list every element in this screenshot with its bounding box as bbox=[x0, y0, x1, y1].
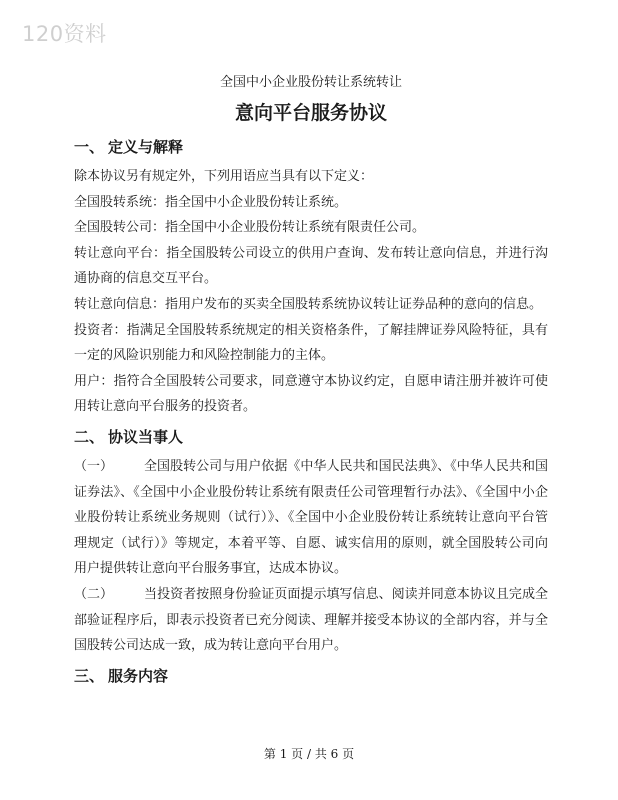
clause-text: 全国股转公司与用户依据《中华人民共和国民法典》、《中华人民共和国证券法》、《全国中小企业股份转让系统有限责任公司管理暂行办法》、《全国中小企业股份转让系统业务规则（试行）》、《全国中小企业股份转让系统转让意向平台管理规定（试行）》等规定，本着平等、自愿、诚实信用的原则，就全国股转公司向用户提供转让意向平台服务事宜，达成本协议。 bbox=[74, 458, 548, 577]
document-title: 意向平台服务协议 bbox=[234, 102, 387, 124]
clause bbox=[74, 454, 548, 582]
paragraph: 投资者：指满足全国股转系统规定的相关资格条件，了解挂牌证券风险特征，具有一定的风险识别能力和风险控制能力的主体。 bbox=[74, 322, 548, 364]
paragraph: 全国股转公司：指全国中小企业股份转让系统有限责任公司。 bbox=[74, 220, 426, 236]
paragraph: 全国股转系统：指全国中小企业股份转让系统。 bbox=[74, 194, 348, 210]
document-subtitle: 全国中小企业股份转让系统转让 bbox=[219, 75, 402, 90]
section-definitions bbox=[74, 136, 548, 420]
section-title: 定义与解释 bbox=[108, 138, 184, 156]
clause-text: 当投资者按照身份验证页面提示填写信息、阅读并同意本协议且完成全部验证程序后，即表示投资者已充分阅读、理解并接受本协议的全部内容，并与全国股转公司达成一致，成为转让意向平台用户。 bbox=[74, 586, 548, 654]
section-number: 二、 bbox=[74, 427, 105, 446]
clause-label: （一） bbox=[74, 458, 114, 474]
section-services bbox=[74, 665, 548, 687]
clause bbox=[74, 582, 548, 659]
paragraph: 转让意向平台：指全国股转公司设立的供用户查询、发布转让意向信息，并进行沟通协商的信息交互平台。 bbox=[74, 245, 548, 287]
document-page bbox=[74, 74, 548, 687]
section-title: 协议当事人 bbox=[108, 427, 184, 446]
paragraph: 用户：指符合全国股转公司要求，同意遵守本协议约定，自愿申请注册并被许可使用转让意向平台服务的投资者。 bbox=[74, 373, 548, 415]
section-parties bbox=[74, 426, 548, 659]
page-footer: 第 1 页 / 共 6 页 bbox=[263, 747, 355, 761]
watermark: 120资料 bbox=[22, 22, 107, 46]
paragraph: 除本协议另有规定外，下列用语应当具有以下定义： bbox=[74, 169, 374, 184]
clause-label: （二） bbox=[74, 586, 114, 602]
section-title: 服务内容 bbox=[108, 666, 169, 685]
section-number: 一、 bbox=[74, 138, 105, 156]
paragraph: 转让意向信息：指用户发布的买卖全国股转系统协议转让证券品种的意向的信息。 bbox=[74, 296, 543, 312]
section-heading bbox=[74, 426, 548, 448]
section-number: 三、 bbox=[74, 666, 105, 685]
section-heading bbox=[74, 136, 548, 158]
section-heading bbox=[74, 665, 548, 687]
